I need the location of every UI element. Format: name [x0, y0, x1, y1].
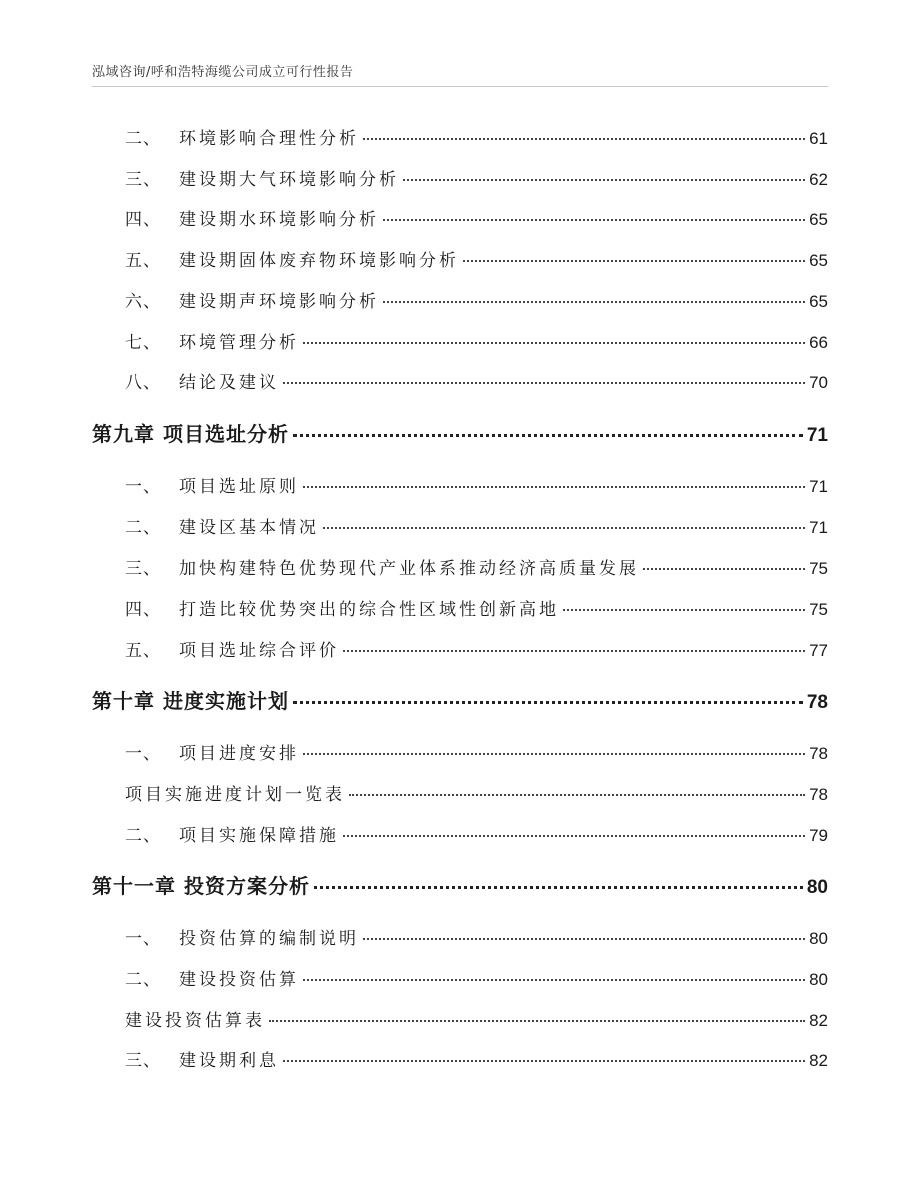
- toc-entry-number: 六、: [125, 292, 161, 312]
- toc-entry-number: 二、: [125, 129, 161, 149]
- toc-entry-number: 二、: [125, 826, 161, 846]
- toc-leader-dots: [563, 609, 805, 611]
- toc-entry-title: 建设期水环境影响分析: [179, 210, 379, 230]
- toc-chapter-entry[interactable]: [92, 685, 828, 714]
- toc-entry-title: 项目进度安排: [179, 744, 299, 764]
- toc-entry[interactable]: [92, 924, 828, 949]
- toc-entry[interactable]: [92, 124, 828, 149]
- toc-leader-dots: [283, 1060, 805, 1062]
- toc-entry[interactable]: [92, 595, 828, 620]
- toc-entry[interactable]: [92, 513, 828, 538]
- toc-entry[interactable]: [92, 739, 828, 764]
- toc-entry-number: 三、: [125, 170, 161, 190]
- toc-entry-number: 三、: [125, 1051, 161, 1071]
- toc-entry-page: 65: [809, 210, 828, 229]
- toc-entry-title: 建设投资估算表: [125, 1011, 265, 1031]
- toc-entry-title: 结论及建议: [179, 373, 279, 393]
- toc-leader-dots: [283, 382, 805, 384]
- toc-leader-dots: [323, 527, 805, 529]
- toc-leader-dots: [403, 179, 805, 181]
- toc-entry[interactable]: [92, 287, 828, 312]
- toc-entry-title: 建设区基本情况: [179, 518, 319, 538]
- toc-entry-number: 三、: [125, 559, 161, 579]
- toc-entry-title: 投资估算的编制说明: [179, 929, 359, 949]
- toc-entry[interactable]: [92, 636, 828, 661]
- toc-leader-dots: [293, 434, 803, 437]
- toc-entry[interactable]: [92, 1006, 828, 1031]
- toc-chapter-title: 第十章 进度实施计划: [92, 689, 289, 713]
- toc-entry-page: 71: [809, 518, 828, 537]
- toc-entry[interactable]: [92, 965, 828, 990]
- toc-chapter-entry[interactable]: [92, 418, 828, 447]
- toc-leader-dots: [343, 835, 805, 837]
- toc-entry[interactable]: [92, 205, 828, 230]
- toc-entry-page: 61: [809, 129, 828, 148]
- toc-entry-page: 77: [809, 641, 828, 660]
- toc-leader-dots: [383, 219, 805, 221]
- toc-entry-title: 项目实施保障措施: [179, 826, 339, 846]
- toc-entry-page: 75: [809, 559, 828, 578]
- toc-entry-page: 82: [809, 1011, 828, 1030]
- toc-entry-number: 一、: [125, 477, 161, 497]
- toc-leader-dots: [303, 753, 805, 755]
- toc-entry-page: 71: [806, 425, 828, 446]
- toc-entry-page: 80: [809, 970, 828, 989]
- toc-entry[interactable]: [92, 246, 828, 271]
- toc-entry-number: 八、: [125, 373, 161, 393]
- toc-entry-title: 环境管理分析: [179, 333, 299, 353]
- toc-leader-dots: [349, 794, 805, 796]
- toc-entry-title: 建设期利息: [179, 1051, 279, 1071]
- toc-leader-dots: [643, 568, 805, 570]
- toc-entry[interactable]: [92, 1046, 828, 1071]
- toc-entry-title: 项目实施进度计划一览表: [125, 785, 345, 805]
- toc-entry-page: 65: [809, 251, 828, 270]
- toc-chapter-title: 第十一章 投资方案分析: [92, 874, 310, 898]
- toc-entry[interactable]: [92, 165, 828, 190]
- toc-chapter-entry[interactable]: [92, 870, 828, 899]
- toc-entry-title: 建设期声环境影响分析: [179, 292, 379, 312]
- toc-entry-title: 建设期大气环境影响分析: [179, 170, 399, 190]
- toc-entry-title: 项目选址原则: [179, 477, 299, 497]
- toc-entry-title: 建设投资估算: [179, 970, 299, 990]
- toc-leader-dots: [383, 301, 805, 303]
- toc-entry-page: 80: [806, 877, 828, 898]
- toc-leader-dots: [363, 138, 805, 140]
- toc-entry-number: 五、: [125, 251, 161, 271]
- toc-entry-page: 78: [806, 692, 828, 713]
- toc-entry-title: 项目选址综合评价: [179, 641, 339, 661]
- toc-entry-number: 五、: [125, 641, 161, 661]
- toc-entry[interactable]: [92, 554, 828, 579]
- page-header: 泓域咨询/呼和浩特海缆公司成立可行性报告: [92, 65, 354, 80]
- toc-entry-number: 四、: [125, 600, 161, 620]
- toc-entry[interactable]: [92, 821, 828, 846]
- toc-entry-number: 一、: [125, 929, 161, 949]
- toc-leader-dots: [303, 486, 805, 488]
- toc-chapter-title: 第九章 项目选址分析: [92, 422, 289, 446]
- toc-leader-dots: [303, 342, 805, 344]
- toc-entry-page: 78: [809, 744, 828, 763]
- toc-entry-page: 70: [809, 373, 828, 392]
- toc-entry-title: 环境影响合理性分析: [179, 129, 359, 149]
- toc-leader-dots: [269, 1020, 805, 1022]
- toc-entry[interactable]: [92, 368, 828, 393]
- toc-entry-page: 66: [809, 333, 828, 352]
- toc-entry-page: 78: [809, 785, 828, 804]
- toc-leader-dots: [463, 260, 805, 262]
- toc-entry[interactable]: [92, 780, 828, 805]
- toc-entry[interactable]: [92, 472, 828, 497]
- toc-entry-number: 一、: [125, 744, 161, 764]
- toc-leader-dots: [293, 701, 803, 704]
- toc-entry-page: 79: [809, 826, 828, 845]
- toc-entry-number: 二、: [125, 518, 161, 538]
- toc-entry-number: 二、: [125, 970, 161, 990]
- toc-leader-dots: [343, 650, 805, 652]
- toc-entry-page: 80: [809, 929, 828, 948]
- toc-entry-page: 65: [809, 292, 828, 311]
- toc-entry[interactable]: [92, 328, 828, 353]
- toc-entry-number: 七、: [125, 333, 161, 353]
- toc-entry-page: 75: [809, 600, 828, 619]
- toc-entry-title: 打造比较优势突出的综合性区域性创新高地: [179, 600, 559, 620]
- toc-entry-page: 71: [809, 477, 828, 496]
- toc-entry-page: 62: [809, 170, 828, 189]
- header-divider: [92, 86, 828, 87]
- toc-entry-number: 四、: [125, 210, 161, 230]
- toc-leader-dots: [363, 938, 805, 940]
- toc-leader-dots: [303, 979, 805, 981]
- toc-entry-title: 加快构建特色优势现代产业体系推动经济高质量发展: [179, 559, 639, 579]
- toc-entry-title: 建设期固体废弃物环境影响分析: [179, 251, 459, 271]
- toc-entry-page: 82: [809, 1051, 828, 1070]
- toc-leader-dots: [314, 886, 803, 889]
